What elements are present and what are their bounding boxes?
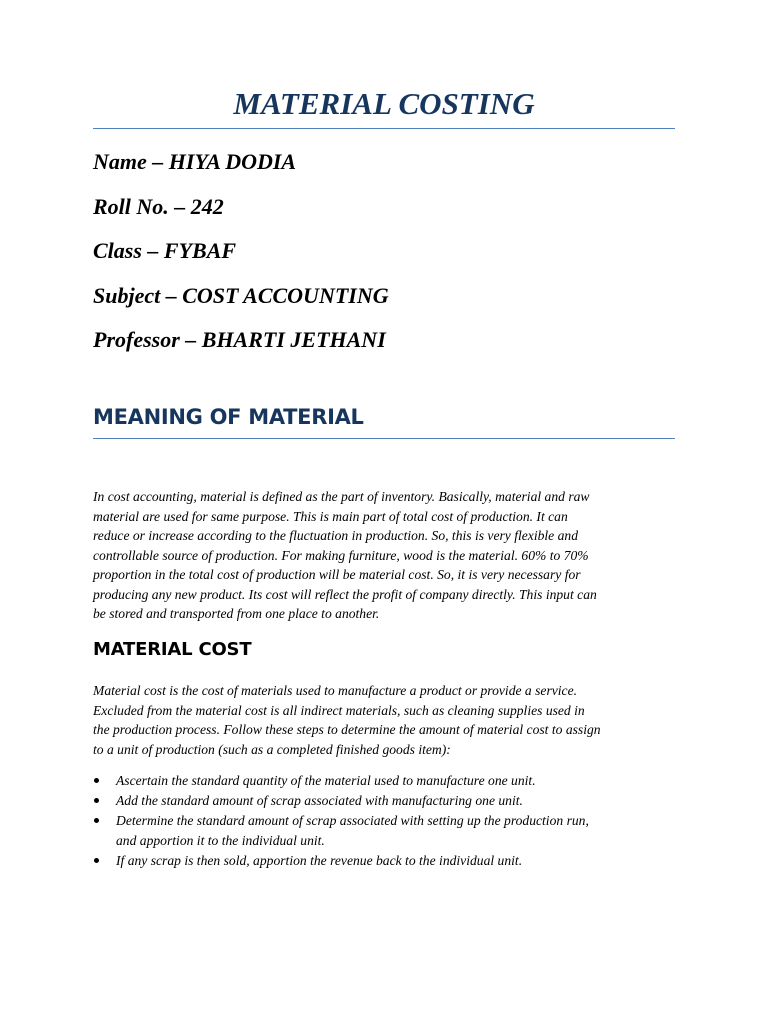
paragraph-line: reduce or increase according to the fluctuation in production. So, this is very flexible and [93, 528, 578, 543]
paragraph-line: the production process. Follow these steps to determine the amount of material cost to assign [93, 722, 601, 737]
subject-name: Subject – COST ACCOUNTING [93, 283, 389, 308]
list-item [93, 791, 693, 811]
bullet-icon [94, 798, 99, 803]
paragraph-line: Excluded from the material cost is all indirect materials, such as cleaning supplies used in [93, 702, 585, 718]
roll-number: Roll No. – 242 [93, 194, 224, 219]
paragraph-line: material are used for same purpose. This is main part of total cost of production. It can [93, 508, 568, 524]
paragraph-line: Material cost is the cost of materials used to manufacture a product or provide a service. [93, 683, 578, 698]
material-cost-paragraph [93, 681, 683, 759]
list-item [93, 771, 693, 791]
list-item-text: Determine the standard amount of scrap associated with setting up the production run, [116, 813, 589, 828]
list-item [93, 811, 693, 850]
list-item-text: Ascertain the standard quantity of the material used to manufacture one unit. [116, 773, 536, 788]
bullet-icon [94, 778, 99, 783]
heading-underline [93, 438, 675, 439]
heading-meaning-of-material: MEANING OF MATERIAL [93, 405, 364, 429]
list-item-text: If any scrap is then sold, apportion the revenue back to the individual unit. [116, 852, 523, 868]
heading-material-cost: MATERIAL COST [93, 639, 252, 660]
list-item [93, 851, 693, 871]
material-cost-steps-list [93, 771, 693, 871]
meaning-paragraph [93, 487, 683, 624]
bullet-icon [94, 858, 99, 863]
class-name: Class – FYBAF [93, 238, 237, 263]
paragraph-line: producing any new product. Its cost will reflect the profit of company directly. This input can [93, 586, 597, 602]
list-item-text: Add the standard amount of scrap associated with manufacturing one unit. [116, 793, 523, 808]
title-underline [93, 128, 675, 129]
professor-name: Professor – BHARTI JETHANI [93, 327, 386, 352]
student-name: Name – HIYA DODIA [93, 149, 297, 174]
paragraph-line: controllable source of production. For making furniture, wood is the material. 60% to 70% [93, 547, 589, 563]
bullet-icon [94, 818, 99, 823]
paragraph-line: proportion in the total cost of production will be material cost. So, it is very necessary for [93, 567, 581, 582]
paragraph-line: to a unit of production (such as a completed finished goods item): [93, 741, 451, 757]
paragraph-line: In cost accounting, material is defined as the part of inventory. Basically, material and raw [93, 489, 590, 504]
list-item-text: and apportion it to the individual unit. [116, 832, 325, 848]
document-title: MATERIAL COSTING [233, 86, 535, 121]
paragraph-line: be stored and transported from one place to another. [93, 606, 380, 621]
